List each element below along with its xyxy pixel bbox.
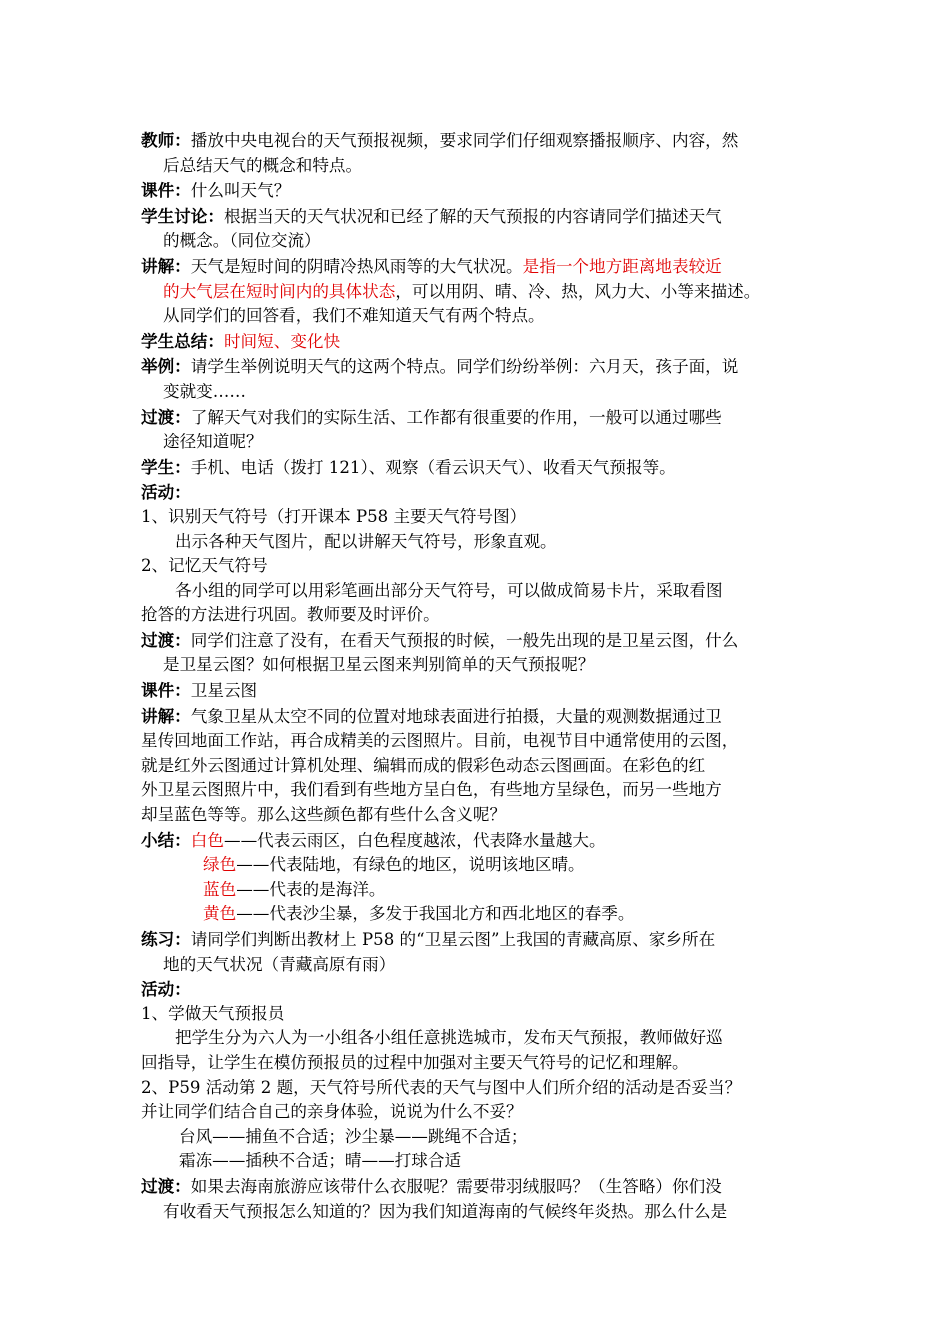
paragraph-transition-2: 过渡：同学们注意了没有，在看天气预报的时候，一般先出现的是卫星云图，什么: [141, 629, 739, 650]
paragraph-example: 举例：请学生举例说明天气的这两个特点。同学们纷纷举例：六月天，孩子面，说: [141, 356, 739, 377]
summary-item-blue: 蓝色——代表的是海洋。: [203, 879, 386, 899]
activity-2-item-1-desc-cont: 回指导，让学生在模仿预报员的过程中加强对主要天气符号的记忆和理解。: [141, 1052, 689, 1072]
paragraph-transition-1-cont: 途径知道呢？: [163, 432, 263, 452]
activity-2-item-1-desc: 把学生分为六人为一小组各小组任意挑选城市，发布天气预报，教师做好巡: [175, 1028, 723, 1048]
label-student-summary: 学生总结：: [141, 330, 224, 351]
label-exercise: 练习：: [141, 929, 191, 949]
activity-item-2-desc-cont: 抢答的方法进行巩固。教师要及时评价。: [141, 605, 440, 625]
paragraph-explanation-2-cont: 星传回地面工作站，再合成精美的云图照片。目前，电视节目中通常使用的云图，: [141, 731, 739, 751]
label-courseware: 课件：: [141, 680, 191, 701]
paragraph-courseware: 课件：什么叫天气？: [141, 180, 291, 201]
paragraph-explanation: 讲解：天气是短时间的阴晴冷热风雨等的大气状况。是指一个地方距离地表较近: [141, 255, 722, 276]
label-example: 举例：: [141, 356, 191, 377]
activity-item-2: 2、记忆天气符号: [141, 556, 268, 576]
highlight-definition: 是指一个地方距离地表较近: [522, 256, 722, 276]
summary-item-yellow: 黄色——代表沙尘暴，多发于我国北方和西北地区的春季。: [203, 904, 635, 924]
paragraph-transition-1: 过渡：了解天气对我们的实际生活、工作都有很重要的作用，一般可以通过哪些: [141, 406, 722, 427]
label-student-discussion: 学生讨论：: [141, 205, 224, 226]
weather-activity-pairs-1: 台风——捕鱼不合适；沙尘暴——跳绳不合适；: [179, 1126, 528, 1146]
summary-item-white: 小结：白色——代表云雨区，白色程度越浓，代表降水量越大。: [141, 829, 606, 850]
paragraph-courseware-2: 课件：卫星云图: [141, 680, 258, 701]
label-activity-2: 活动：: [141, 979, 191, 1000]
paragraph-transition-3-cont: 有收看天气预报怎么知道的？因为我们知道海南的气候终年炎热。那么什么是: [163, 1201, 728, 1221]
label-activity-1: 活动：: [141, 482, 191, 503]
paragraph-explanation-2: 讲解：气象卫星从太空不同的位置对地球表面进行拍摄，大量的观测数据通过卫: [141, 705, 722, 726]
color-yellow-label: 黄色: [203, 904, 237, 924]
label-summary: 小结：: [141, 829, 191, 850]
label-explanation: 讲解：: [141, 705, 191, 726]
label-transition: 过渡：: [141, 1175, 191, 1196]
activity-2-item-1: 1、学做天气预报员: [141, 1003, 285, 1023]
highlight-features: 时间短、变化快: [223, 331, 341, 351]
paragraph-teacher: 教师：播放中央电视台的天气预报视频，要求同学们仔细观察播报顺序、内容，然: [141, 130, 739, 150]
label-courseware: 课件：: [141, 180, 191, 201]
activity-2-item-2-cont: 并让同学们结合自己的亲身体验，说说为什么不妥？: [141, 1102, 523, 1122]
label-explanation: 讲解：: [141, 255, 191, 276]
label-teacher: 教师：: [141, 130, 191, 150]
paragraph-student-summary: [141, 329, 817, 355]
paragraph-explanation-cont: 的大气层在短时间内的具体状态，可以用阴、晴、冷、热，风力大、小等来描述。: [163, 281, 761, 301]
label-transition: 过渡：: [141, 406, 191, 427]
paragraph-explanation-2-cont: 就是红外云图通过计算机处理、编辑而成的假彩色动态云图画面。在彩色的红: [141, 755, 706, 775]
paragraph-student-discussion: 学生讨论：根据当天的天气状况和已经了解的天气预报的内容请同学们描述天气: [141, 205, 722, 226]
label-transition: 过渡：: [141, 629, 191, 650]
paragraph-student-discussion-cont: 的概念。（同位交流）: [163, 231, 321, 251]
paragraph-exercise: 练习：请同学们判断出教材上 P58 的“卫星云图”上我国的青藏高原、家乡所在: [141, 929, 716, 949]
color-green-label: 绿色: [203, 855, 237, 875]
activity-item-1: 1、识别天气符号（打开课本 P58 主要天气符号图）: [141, 506, 527, 526]
highlight-definition-cont: 的大气层在短时间内的具体状态: [163, 281, 396, 301]
paragraph-student: 学生：手机、电话（拨打 121）、观察（看云识天气）、收看天气预报等。: [141, 456, 676, 477]
activity-2-item-2: 2、P59 活动第 2 题，天气符号所代表的天气与图中人们所介绍的活动是否妥当？: [141, 1077, 742, 1097]
paragraph-explanation-cont2: 从同学们的回答看，我们不难知道天气有两个特点。: [163, 306, 545, 326]
color-white-label: 白色: [190, 830, 224, 850]
paragraph-transition-3: 过渡：如果去海南旅游应该带什么衣服呢？需要带羽绒服吗？（生答略）你们没: [141, 1175, 722, 1196]
activity-item-1-desc: 出示各种天气图片，配以讲解天气符号，形象直观。: [175, 531, 557, 551]
paragraph-transition-2-cont: 是卫星云图？如何根据卫星云图来判别简单的天气预报呢？: [163, 655, 595, 675]
paragraph-example-cont: 变就变……: [163, 381, 246, 401]
color-blue-label: 蓝色: [203, 879, 237, 899]
paragraph-exercise-cont: 地的天气状况（青藏高原有雨）: [163, 954, 396, 974]
weather-activity-pairs-2: 霜冻——插秧不合适；晴——打球合适: [179, 1151, 462, 1171]
paragraph-explanation-2-cont: 却呈蓝色等等。那么这些颜色都有些什么含义呢？: [141, 805, 507, 825]
summary-item-green: 绿色——代表陆地，有绿色的地区，说明该地区晴。: [203, 855, 585, 875]
paragraph-teacher-cont: 后总结天气的概念和特点。: [163, 155, 363, 175]
paragraph-explanation-2-cont: 外卫星云图照片中，我们看到有些地方呈白色，有些地方呈绿色，而另一些地方: [141, 780, 722, 800]
lesson-plan-body: [141, 128, 817, 1224]
label-student: 学生：: [141, 456, 191, 477]
activity-item-2-desc: 各小组的同学可以用彩笔画出部分天气符号，可以做成简易卡片，采取看图: [175, 580, 723, 600]
